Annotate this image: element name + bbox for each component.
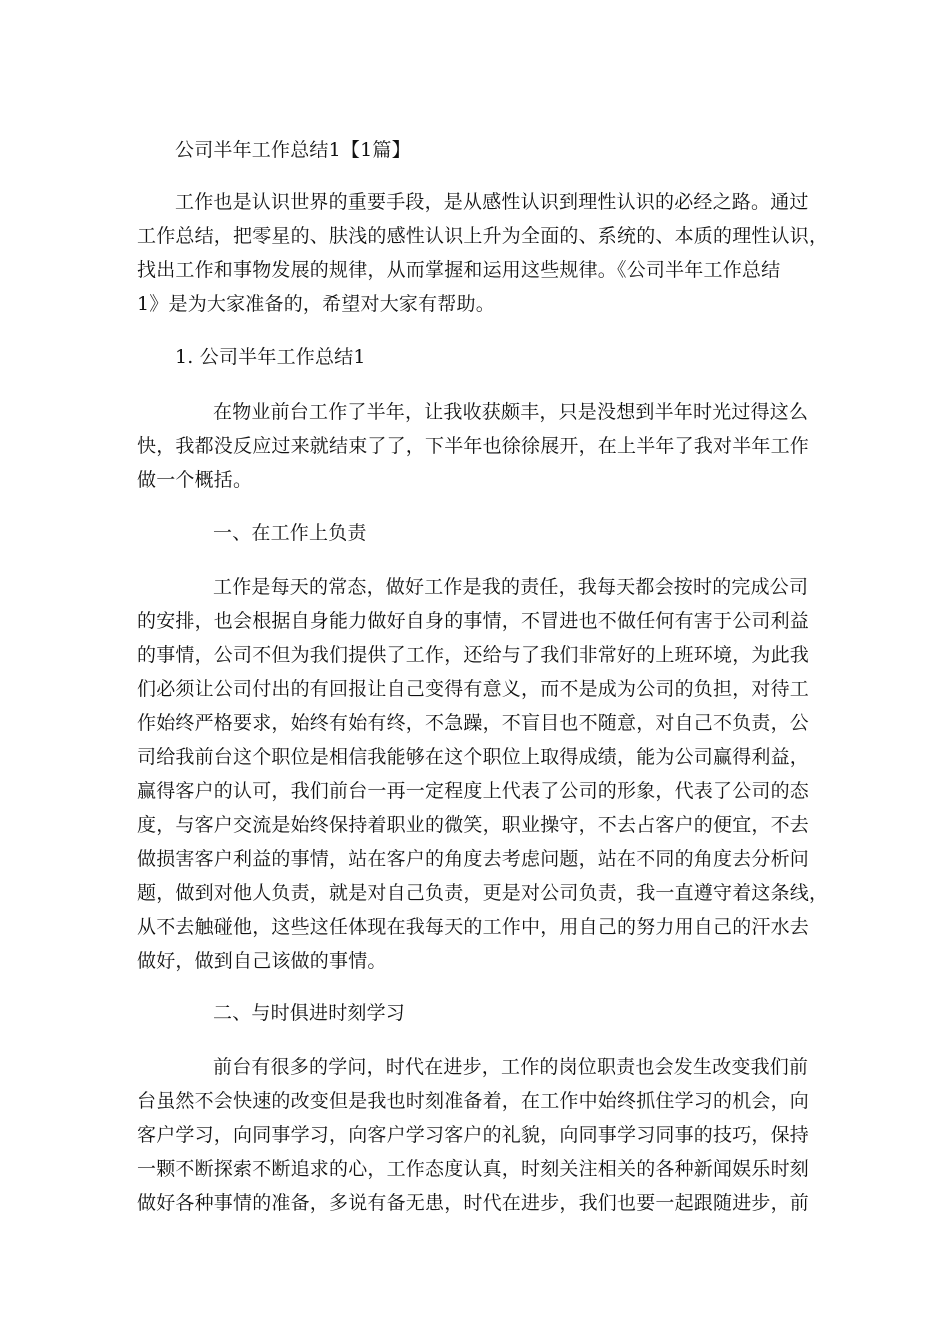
part1-heading: 一、在工作上负责: [213, 522, 367, 544]
part1-line: 做损害客户利益的事情，站在客户的角度去考虑问题，站在不同的角度去分析问: [137, 848, 810, 870]
part1-line: 的安排，也会根据自身能力做好自身的事情，不冒进也不做任何有害于公司利益: [137, 610, 810, 632]
part1-line: 做好，做到自己该做的事情。: [137, 950, 387, 972]
part1-line: 题，做到对他人负责，就是对自己负责，更是对公司负责，我一直遵守着这条线，: [137, 882, 829, 904]
intro-line: 工作也是认识世界的重要手段，是从感性认识到理性认识的必经之路。通过: [175, 191, 809, 213]
part1-line: 们必须让公司付出的有回报让自己变得有意义，而不是成为公司的负担，对待工: [137, 678, 810, 700]
part1-line: 赢得客户的认可，我们前台一再一定程度上代表了公司的形象，代表了公司的态: [137, 780, 810, 802]
intro-line: 1》是为大家准备的，希望对大家有帮助。: [137, 293, 495, 315]
part1-line: 的事情，公司不但为我们提供了工作，还给与了我们非常好的上班环境，为此我: [137, 644, 810, 666]
part1-line: 工作是每天的常态，做好工作是我的责任，我每天都会按时的完成公司: [213, 576, 809, 598]
section-heading: 1. 公司半年工作总结1: [175, 346, 366, 368]
intro-line: 找出工作和事物发展的规律，从而掌握和运用这些规律。《公司半年工作总结: [137, 259, 781, 281]
page-title: 公司半年工作总结1【1篇】: [175, 139, 411, 161]
opening-line: 在物业前台工作了半年，让我收获颇丰，只是没想到半年时光过得这么: [213, 401, 809, 423]
opening-line: 做一个概括。: [137, 469, 253, 491]
part1-line: 司给我前台这个职位是相信我能够在这个职位上取得成绩，能为公司赢得利益，: [137, 746, 810, 768]
part2-line: 客户学习，向同事学习，向客户学习客户的礼貌，向同事学习同事的技巧，保持: [137, 1124, 810, 1146]
intro-line: 工作总结，把零星的、肤浅的感性认识上升为全面的、系统的、本质的理性认识，: [137, 225, 829, 247]
part2-line: 做好各种事情的准备，多说有备无患，时代在进步，我们也要一起跟随进步，前: [137, 1192, 810, 1214]
part1-line: 度，与客户交流是始终保持着职业的微笑，职业操守，不去占客户的便宜，不去: [137, 814, 810, 836]
opening-line: 快，我都没反应过来就结束了了，下半年也徐徐展开，在上半年了我对半年工作: [137, 435, 810, 457]
part1-line: 从不去触碰他，这些这任体现在我每天的工作中，用自己的努力用自己的汗水去: [137, 916, 810, 938]
part2-line: 台虽然不会快速的改变但是我也时刻准备着，在工作中始终抓住学习的机会，向: [137, 1090, 810, 1112]
part1-line: 作始终严格要求，始终有始有终，不急躁，不盲目也不随意，对自己不负责，公: [137, 712, 810, 734]
part2-line: 一颗不断探索不断追求的心，工作态度认真，时刻关注相关的各种新闻娱乐时刻: [137, 1158, 810, 1180]
part2-line: 前台有很多的学问，时代在进步，工作的岗位职责也会发生改变我们前: [213, 1056, 809, 1078]
part2-heading: 二、与时俱进时刻学习: [213, 1002, 406, 1024]
